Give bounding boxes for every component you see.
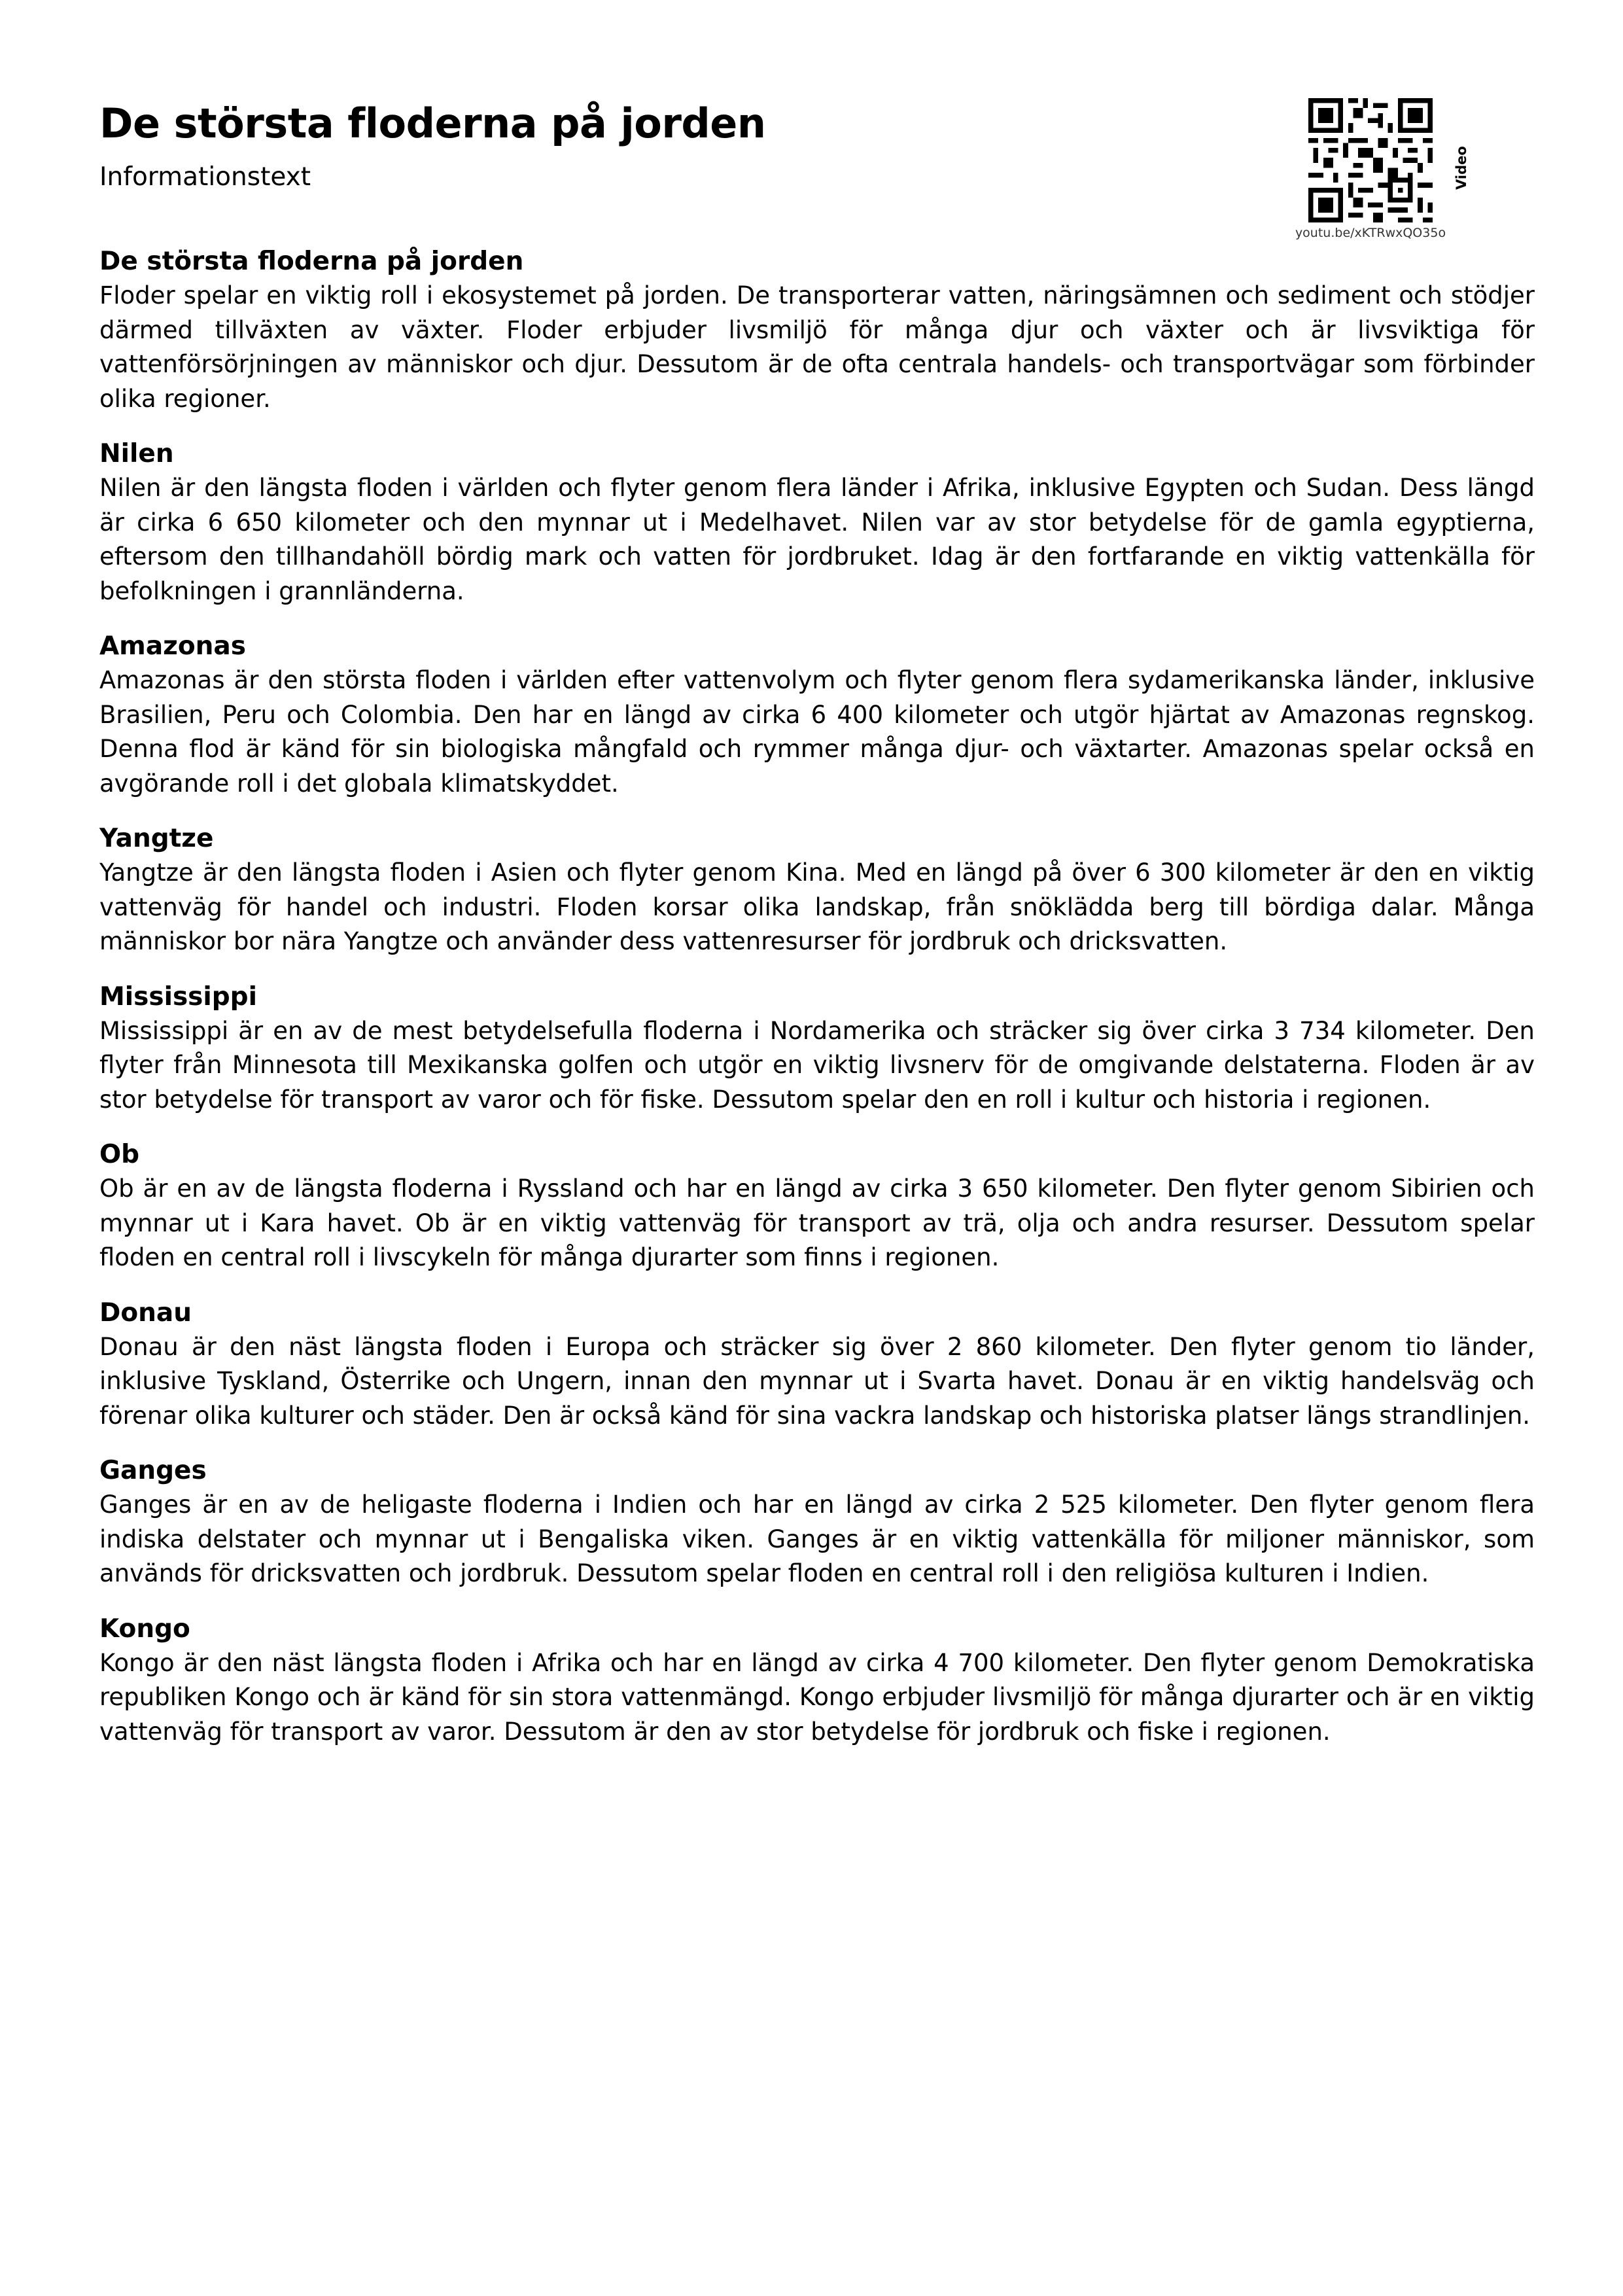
- section-intro: [99, 245, 1535, 416]
- section-amazonas: [99, 629, 1535, 801]
- qr-url-text[interactable]: youtu.be/xKTRwxQO35o: [1295, 226, 1446, 240]
- article-body: [99, 245, 1535, 1770]
- section-heading: De största floderna på jorden: [99, 247, 524, 276]
- section-heading: Amazonas: [99, 631, 246, 661]
- section-text: Ob är en av de längsta floderna i Ryssland och har en längd av cirka 3 650 kilometer. Den flyter genom Sibirien och mynnar ut i Kara havet. Ob är en viktig vattenväg för transport av trä, olja och andra resurser. Dessutom spelar floden en central roll i livscykeln för många djurarter som finns i regionen.: [99, 1174, 1535, 1271]
- qr-code-block[interactable]: [1292, 95, 1462, 245]
- page-title: De största floderna på jorden: [99, 99, 766, 147]
- section-heading: Yangtze: [99, 824, 214, 853]
- section-heading: Ob: [99, 1140, 140, 1169]
- qr-code-icon[interactable]: [1308, 98, 1433, 222]
- section-heading: Nilen: [99, 439, 174, 468]
- section-donau: [99, 1296, 1535, 1434]
- section-heading: Kongo: [99, 1614, 190, 1644]
- section-ob: [99, 1138, 1535, 1275]
- page-subtitle: Informationstext: [99, 162, 311, 192]
- section-heading: Donau: [99, 1298, 192, 1328]
- section-heading: Mississippi: [99, 981, 257, 1012]
- section-text: Mississippi är en av de mest betydelsefulla floderna i Nordamerika och sträcker sig över cirka 3 734 kilometer. Den flyter från Minnesota till Mexikanska golfen och utgör en viktig livsnerv för de omgivande delstaterna. Floden är av stor betydelse för transport av varor och för fiske. Dessutom spelar den en roll i kultur och historia i regionen.: [99, 1016, 1535, 1114]
- section-nilen: [99, 437, 1535, 609]
- section-mississippi: [99, 980, 1535, 1118]
- section-text: Kongo är den näst längsta floden i Afrika och har en längd av cirka 4 700 kilometer. Den flyter genom Demokratiska republiken Kongo och är känd för sin stora vattenmängd. Kongo erbjuder livsmiljö för många djurarter och är en viktig vattenväg för transport av varor. Dessutom är den av stor betydelse för jordbruk och fiske i regionen.: [99, 1648, 1535, 1746]
- section-ganges: [99, 1454, 1535, 1591]
- section-heading: Ganges: [99, 1456, 207, 1485]
- section-text: Amazonas är den största floden i världen efter vattenvolym och flyter genom flera sydamerikanska länder, inklusive Brasilien, Peru och Colombia. Den har en längd av cirka 6 400 kilometer och utgör hjärtat av Amazonas regnskog. Denna flod är känd för sin biologiska mångfald och rymmer många djur- och växtarter. Amazonas spelar också en avgörande roll i det globala klimatskyddet.: [99, 666, 1535, 798]
- qr-video-label: Video: [1454, 146, 1469, 190]
- section-text: Nilen är den längsta floden i världen och flyter genom flera länder i Afrika, inklusive Egypten och Sudan. Dess längd är cirka 6 650 kilometer och den mynnar ut i Medelhavet. Nilen var av stor betydelse för de gamla egyptierna, eftersom den tillhandahöll bördig mark och vatten för jordbruket. Idag är den fortfarande en viktig vattenkälla för befolkningen i grannländerna.: [99, 474, 1535, 605]
- section-text: Ganges är en av de heligaste floderna i Indien och har en längd av cirka 2 525 kilometer. Den flyter genom flera indiska delstater och mynnar ut i Bengaliska viken. Ganges är en viktig vattenkälla för miljoner människor, som används för dricksvatten och jordbruk. Dessutom spelar floden en central roll i den religiösa kulturen i Indien.: [99, 1491, 1535, 1587]
- section-text: Yangtze är den längsta floden i Asien och flyter genom Kina. Med en längd på över 6 300 kilometer är den en viktig vattenväg för handel och industri. Floden korsar olika landskap, från snöklädda berg till bördiga dalar. Många människor bor nära Yangtze och använder dess vattenresurser för jordbruk och dricksvatten.: [99, 858, 1535, 955]
- section-text: Donau är den näst längsta floden i Europa och sträcker sig över 2 860 kilometer. Den flyter genom tio länder, inklusive Tyskland, Österrike och Ungern, innan den mynnar ut i Svarta havet. Donau är en viktig handelsväg och förenar olika kulturer och städer. Den är också känd för sina vackra landskap och historiska platser längs strandlinjen.: [99, 1332, 1535, 1430]
- section-yangtze: [99, 822, 1535, 959]
- section-text: Floder spelar en viktig roll i ekosystemet på jorden. De transporterar vatten, näringsämnen och sediment och stödjer därmed tillväxten av växter. Floder erbjuder livsmiljö för många djur och växter och är livsviktiga för vattenförsörjningen av människor och djur. Dessutom är de ofta centrala handels- och transportvägar som förbinder olika regioner.: [99, 281, 1535, 413]
- section-kongo: [99, 1612, 1535, 1750]
